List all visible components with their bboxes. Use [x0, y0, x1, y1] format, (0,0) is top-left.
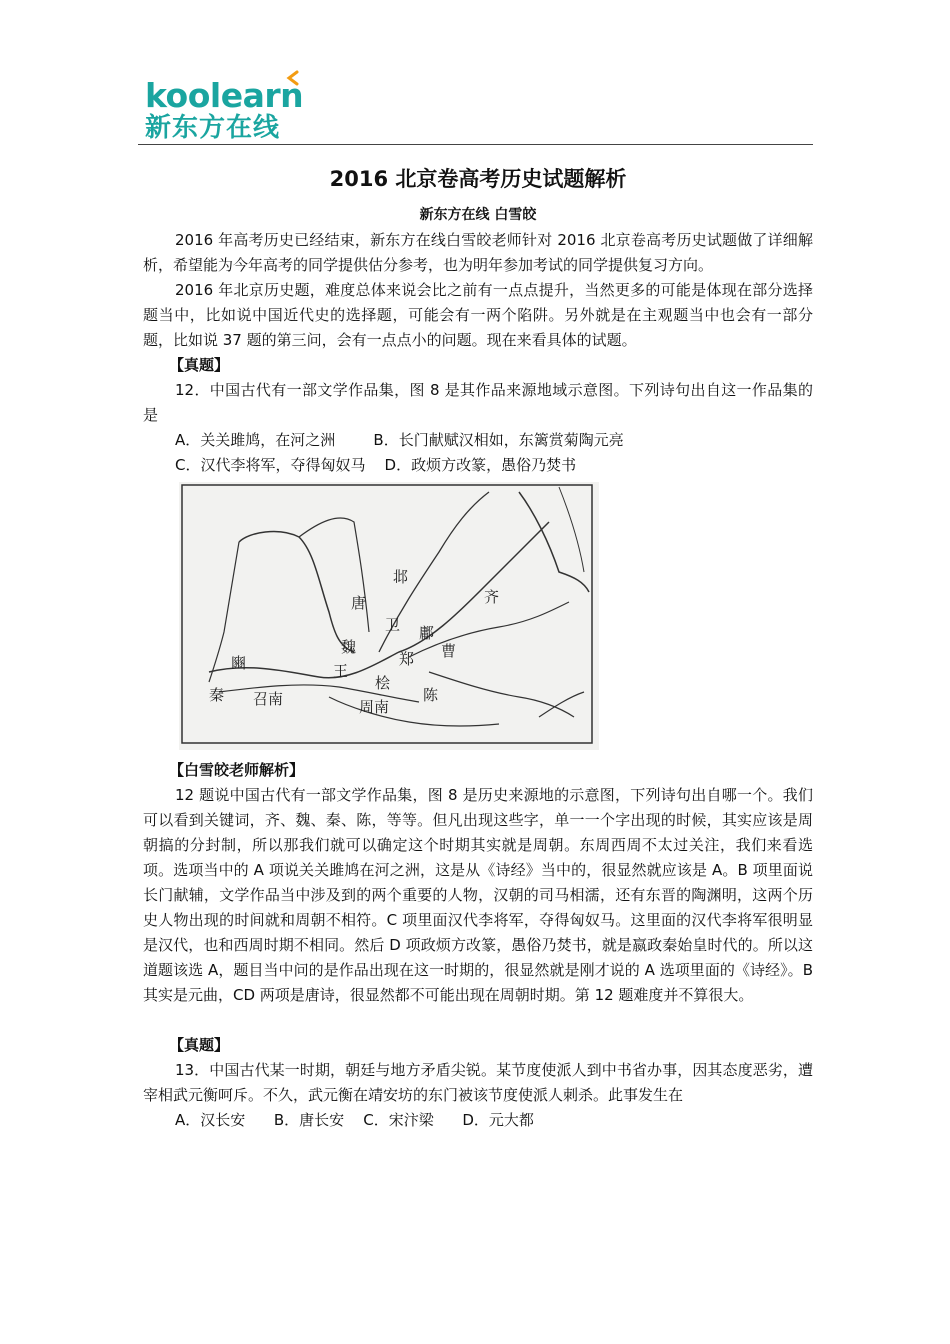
map-label-wei-state: 卫 — [385, 616, 401, 634]
map-label-wang: 王 — [333, 662, 349, 680]
document-body — [143, 160, 813, 1133]
koolearn-logo — [145, 70, 305, 142]
map-label-bei: 邶 — [393, 568, 409, 586]
q12-analysis-tag: 【白雪皎老师解析】 — [169, 761, 305, 779]
q13-options: A．汉长安 B．唐长安 C．宋汴梁 D．元大都 — [175, 1111, 534, 1129]
intro-paragraph-1: 2016 年高考历史已经结束，新东方在线白雪皎老师针对 2016 北京卷高考历史试题做了详细解析，希望能为今年高考的同学提供估分参考，也为明年参加考试的同学提供复习方向。 — [143, 231, 813, 274]
map-label-qi: 齐 — [484, 588, 500, 606]
map-label-zhounan: 周南 — [359, 698, 390, 716]
map-label-bin: 豳 — [231, 654, 247, 672]
author-line: 新东方在线 白雪皎 — [419, 207, 537, 223]
map-label-yong: 鄘 — [419, 624, 435, 642]
intro-paragraph-2: 2016 年北京历史题，难度总体来说会比之前有一点点提升，当然更多的可能是体现在部分选择题当中，比如说中国近代史的选择题，可能会有一两个陷阱。另外就是在主观题当中也会有一部分题，比如说 37 题的第三问，会有一点点小的问题。现在来看具体的试题。 — [143, 281, 813, 349]
q12-stem: 12．中国古代有一部文学作品集，图 8 是其作品来源地域示意图。下列诗句出自这一作品集的是 — [143, 381, 813, 424]
q13-tag: 【真题】 — [169, 1036, 230, 1054]
header-divider — [138, 144, 813, 145]
q13-stem: 13．中国古代某一时期，朝廷与地方矛盾尖锐。某节度使派人到中书省办事，因其态度恶劣，遭宰相武元衡呵斥。不久，武元衡在靖安坊的东门被该节度使派人刺杀。此事发生在 — [143, 1061, 813, 1104]
map-label-wei: 魏 — [341, 638, 357, 656]
q12-tag: 【真题】 — [169, 356, 230, 374]
map-label-shaonan: 召南 — [253, 690, 284, 708]
page-title: 2016 北京卷高考历史试题解析 — [329, 167, 627, 191]
map-label-tang: 唐 — [351, 594, 367, 612]
q12-options-cd: C．汉代李将军，夺得匈奴马 D．政烦方改篆，愚俗乃焚书 — [175, 456, 577, 474]
spacer — [143, 1008, 813, 1033]
map-label-chen: 陈 — [423, 686, 439, 704]
logo-chinese: 新东方在线 — [145, 113, 281, 143]
logo-wordmark: koolearn — [145, 76, 304, 115]
map-svg — [179, 482, 599, 750]
logo-chevron-icon — [285, 70, 301, 86]
map-label-zheng: 郑 — [399, 650, 415, 668]
q12-options-ab: A．关关雎鸠，在河之洲 B．长门献赋汉相如，东篱赏菊陶元亮 — [175, 431, 624, 449]
q12-analysis: 12 题说中国古代有一部文学作品集，图 8 是历史来源地的示意图，下列诗句出自哪一个。我们可以看到关键词，齐、魏、秦、陈，等等。但凡出现这些字，单一一个字出现的时候，其实应该是周朝搞的分封制，所以那我们就可以确定这个时期其实就是周朝。东周西周不太过关注，我们来看选项。选项当中的 A 项说关关雎鸠在河之洲，这是从《诗经》当中的，很显然就应该是 A。B 项里面说长门献辅，文学作品当中涉及到的两个重要的人物，汉朝的司马相濡，还有东晋的陶渊明，这两个历史人物出现的时间就和周朝不相符。C 项里面汉代李将军，夺得匈奴马。这里面的汉代李将军很明显是汉代，也和西周时期不相同。然后 D 项政烦方改篆，愚俗乃焚书，就是嬴政秦始皇时代的。所以这道题该选 A，题目当中问的是作品出现在这一时期的，很显然就是刚才说的 A 选项里面的《诗经》。B 其实是元曲，CD 两项是唐诗，很显然都不可能出现在周朝时期。第 12 题难度并不算很大。 — [143, 786, 813, 1004]
figure-8-map — [179, 482, 599, 750]
map-label-cao: 曹 — [441, 642, 457, 660]
map-label-kuai: 桧 — [375, 674, 391, 692]
map-label-qin: 秦 — [209, 686, 225, 704]
